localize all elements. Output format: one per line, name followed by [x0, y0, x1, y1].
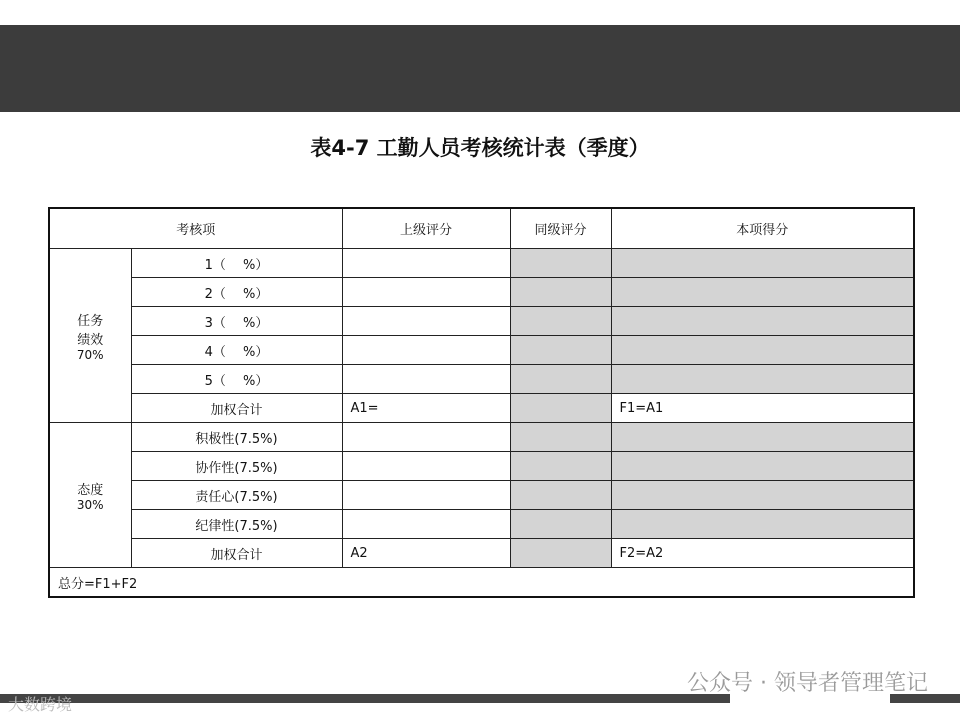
- total-label: 加权合计: [131, 539, 342, 568]
- item-label: 2（ %）: [131, 278, 342, 307]
- a2-cell: A2: [342, 539, 510, 568]
- item-label: 1（ %）: [131, 249, 342, 278]
- peer-cell: [510, 481, 611, 510]
- page-title: 表4-7 工勤人员考核统计表（季度）: [310, 136, 650, 160]
- header-superior: 上级评分: [342, 208, 510, 249]
- item-label: 协作性(7.5%): [131, 452, 342, 481]
- superior-cell[interactable]: [342, 510, 510, 539]
- header-band: [0, 25, 960, 112]
- peer-cell: [510, 539, 611, 568]
- evaluation-table: [48, 207, 915, 598]
- table-row: [49, 539, 914, 568]
- superior-cell[interactable]: [342, 278, 510, 307]
- item-label: 积极性(7.5%): [131, 423, 342, 452]
- watermark-logo: 大数跨境: [8, 695, 73, 714]
- superior-cell[interactable]: [342, 249, 510, 278]
- score-cell: [611, 249, 914, 278]
- header-row: [49, 208, 914, 249]
- item-label: 5（ %）: [131, 365, 342, 394]
- peer-cell: [510, 452, 611, 481]
- table-row: [49, 307, 914, 336]
- peer-cell: [510, 423, 611, 452]
- total-score: 总分=F1+F2: [49, 568, 914, 598]
- item-label: 纪律性(7.5%): [131, 510, 342, 539]
- header-peer: 同级评分: [510, 208, 611, 249]
- table-row: [49, 481, 914, 510]
- group-task: 任务 绩效 70%: [49, 249, 131, 423]
- item-label: 4（ %）: [131, 336, 342, 365]
- superior-cell[interactable]: [342, 307, 510, 336]
- score-cell: [611, 452, 914, 481]
- score-cell: [611, 278, 914, 307]
- score-cell: [611, 510, 914, 539]
- score-cell: [611, 336, 914, 365]
- total-label: 加权合计: [131, 394, 342, 423]
- watermark: 公众号 · 领导者管理笔记: [687, 671, 928, 696]
- header-score: 本项得分: [611, 208, 914, 249]
- table-row: [49, 423, 914, 452]
- peer-cell: [510, 394, 611, 423]
- table-row: [49, 365, 914, 394]
- a1-cell: A1=: [342, 394, 510, 423]
- peer-cell: [510, 307, 611, 336]
- header-item: 考核项: [49, 208, 342, 249]
- superior-cell[interactable]: [342, 336, 510, 365]
- item-label: 3（ %）: [131, 307, 342, 336]
- group-attitude: 态度 30%: [49, 423, 131, 568]
- superior-cell[interactable]: [342, 423, 510, 452]
- f2-cell: F2=A2: [611, 539, 914, 568]
- table-row: [49, 278, 914, 307]
- f1-cell: F1=A1: [611, 394, 914, 423]
- table-row: [49, 336, 914, 365]
- superior-cell[interactable]: [342, 452, 510, 481]
- table-row: [49, 249, 914, 278]
- table-row: [49, 452, 914, 481]
- score-cell: [611, 365, 914, 394]
- total-row: [49, 568, 914, 598]
- peer-cell: [510, 278, 611, 307]
- superior-cell[interactable]: [342, 481, 510, 510]
- score-cell: [611, 307, 914, 336]
- peer-cell: [510, 365, 611, 394]
- item-label: 责任心(7.5%): [131, 481, 342, 510]
- score-cell: [611, 481, 914, 510]
- peer-cell: [510, 249, 611, 278]
- table-row: [49, 394, 914, 423]
- superior-cell[interactable]: [342, 365, 510, 394]
- peer-cell: [510, 336, 611, 365]
- score-cell: [611, 423, 914, 452]
- table-row: [49, 510, 914, 539]
- footer-bar: [0, 694, 730, 703]
- peer-cell: [510, 510, 611, 539]
